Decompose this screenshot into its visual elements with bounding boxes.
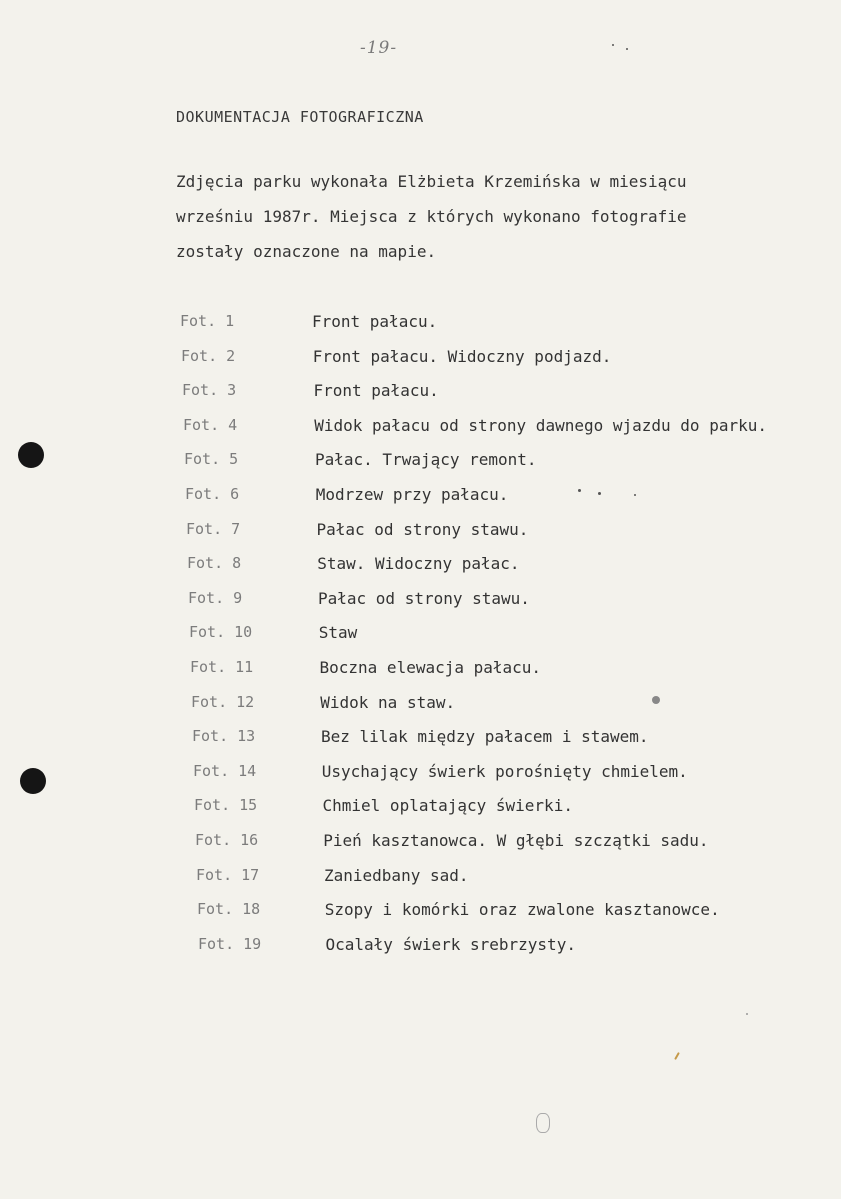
photo-row bbox=[0, 485, 841, 509]
photo-label: Fot. 14 bbox=[193, 761, 257, 780]
photo-label: Fot. 5 bbox=[184, 450, 239, 469]
photo-description: Widok pałacu od strony dawnego wjazdu do parku. bbox=[314, 415, 767, 435]
intro-line: zostały oznaczone na mapie. bbox=[176, 242, 437, 261]
photo-label: Fot. 4 bbox=[183, 415, 238, 434]
photo-row bbox=[0, 658, 841, 682]
photo-row bbox=[0, 450, 841, 474]
photo-row bbox=[0, 831, 841, 855]
photo-row bbox=[0, 935, 841, 959]
photo-row bbox=[0, 347, 841, 371]
photo-description: Front pałacu. bbox=[313, 381, 439, 401]
intro-line: Zdjęcia parku wykonała Elżbieta Krzemińska w miesiącu bbox=[176, 172, 687, 191]
ink-spot bbox=[578, 489, 581, 492]
photo-label: Fot. 13 bbox=[192, 727, 256, 746]
photo-description: Staw. Widoczny pałac. bbox=[317, 554, 520, 574]
photo-label: Fot. 18 bbox=[197, 900, 261, 919]
photo-label: Fot. 3 bbox=[182, 381, 237, 400]
photo-label: Fot. 1 bbox=[180, 312, 235, 330]
photo-description: Pałac. Trwający remont. bbox=[315, 450, 537, 470]
photo-description: Front pałacu. Widoczny podjazd. bbox=[312, 346, 612, 366]
photo-description: Pałac od strony stawu. bbox=[318, 588, 530, 608]
photo-row bbox=[0, 866, 841, 890]
photo-label: Fot. 10 bbox=[189, 623, 253, 642]
intro-line: wrześniu 1987r. Miejsca z których wykonano fotografie bbox=[176, 207, 687, 226]
photo-label: Fot. 7 bbox=[186, 519, 241, 538]
paper-mark bbox=[536, 1113, 550, 1133]
photo-row bbox=[0, 416, 841, 440]
ink-spot bbox=[626, 48, 628, 50]
photo-row bbox=[0, 312, 841, 336]
photo-label: Fot. 16 bbox=[195, 831, 259, 849]
photo-description: Ocalały świerk srebrzysty. bbox=[325, 934, 576, 954]
ink-spot bbox=[612, 44, 614, 46]
photo-label: Fot. 9 bbox=[188, 588, 243, 607]
photo-row bbox=[0, 900, 841, 924]
photo-description: Szopy i komórki oraz zwalone kasztanowce. bbox=[324, 900, 720, 920]
photo-description: Bez lilak między pałacem i stawem. bbox=[321, 727, 649, 747]
photo-label: Fot. 2 bbox=[181, 346, 236, 365]
photo-description: Front pałacu. bbox=[312, 312, 438, 331]
ink-spot bbox=[746, 1013, 748, 1015]
photo-description: Staw bbox=[318, 623, 358, 643]
photo-label: Fot. 12 bbox=[191, 692, 255, 711]
photo-label: Fot. 19 bbox=[198, 934, 262, 953]
page-number: -19- bbox=[360, 38, 398, 58]
photo-description: Boczna elewacja pałacu. bbox=[319, 658, 542, 677]
photo-row bbox=[0, 554, 841, 578]
photo-description: Pień kasztanowca. W głębi szczątki sadu. bbox=[323, 831, 709, 850]
photo-description: Usychający świerk porośnięty chmielem. bbox=[321, 761, 688, 781]
photo-row bbox=[0, 589, 841, 613]
ink-spot bbox=[652, 696, 660, 704]
photo-label: Fot. 15 bbox=[194, 796, 258, 815]
ink-spot bbox=[634, 494, 636, 496]
photo-description: Widok na staw. bbox=[320, 692, 456, 712]
photo-row bbox=[0, 693, 841, 717]
photo-label: Fot. 17 bbox=[196, 865, 260, 884]
ink-spot bbox=[598, 492, 601, 495]
photo-description: Pałac od strony stawu. bbox=[316, 519, 529, 539]
photo-description: Chmiel oplatający świerki. bbox=[322, 796, 573, 816]
photo-row bbox=[0, 623, 841, 647]
photo-row bbox=[0, 520, 841, 544]
document-title: DOKUMENTACJA FOTOGRAFICZNA bbox=[176, 108, 424, 126]
photo-label: Fot. 11 bbox=[190, 658, 254, 676]
photo-row bbox=[0, 796, 841, 820]
photo-label: Fot. 6 bbox=[185, 485, 240, 503]
photo-label: Fot. 8 bbox=[187, 554, 242, 573]
photo-row bbox=[0, 381, 841, 405]
punch-hole bbox=[20, 768, 46, 794]
photo-description: Zaniedbany sad. bbox=[324, 865, 469, 885]
photo-description: Modrzew przy pałacu. bbox=[315, 485, 509, 504]
punch-hole bbox=[18, 442, 44, 468]
photo-row bbox=[0, 727, 841, 751]
photo-row bbox=[0, 762, 841, 786]
paper-mark bbox=[674, 1052, 680, 1060]
